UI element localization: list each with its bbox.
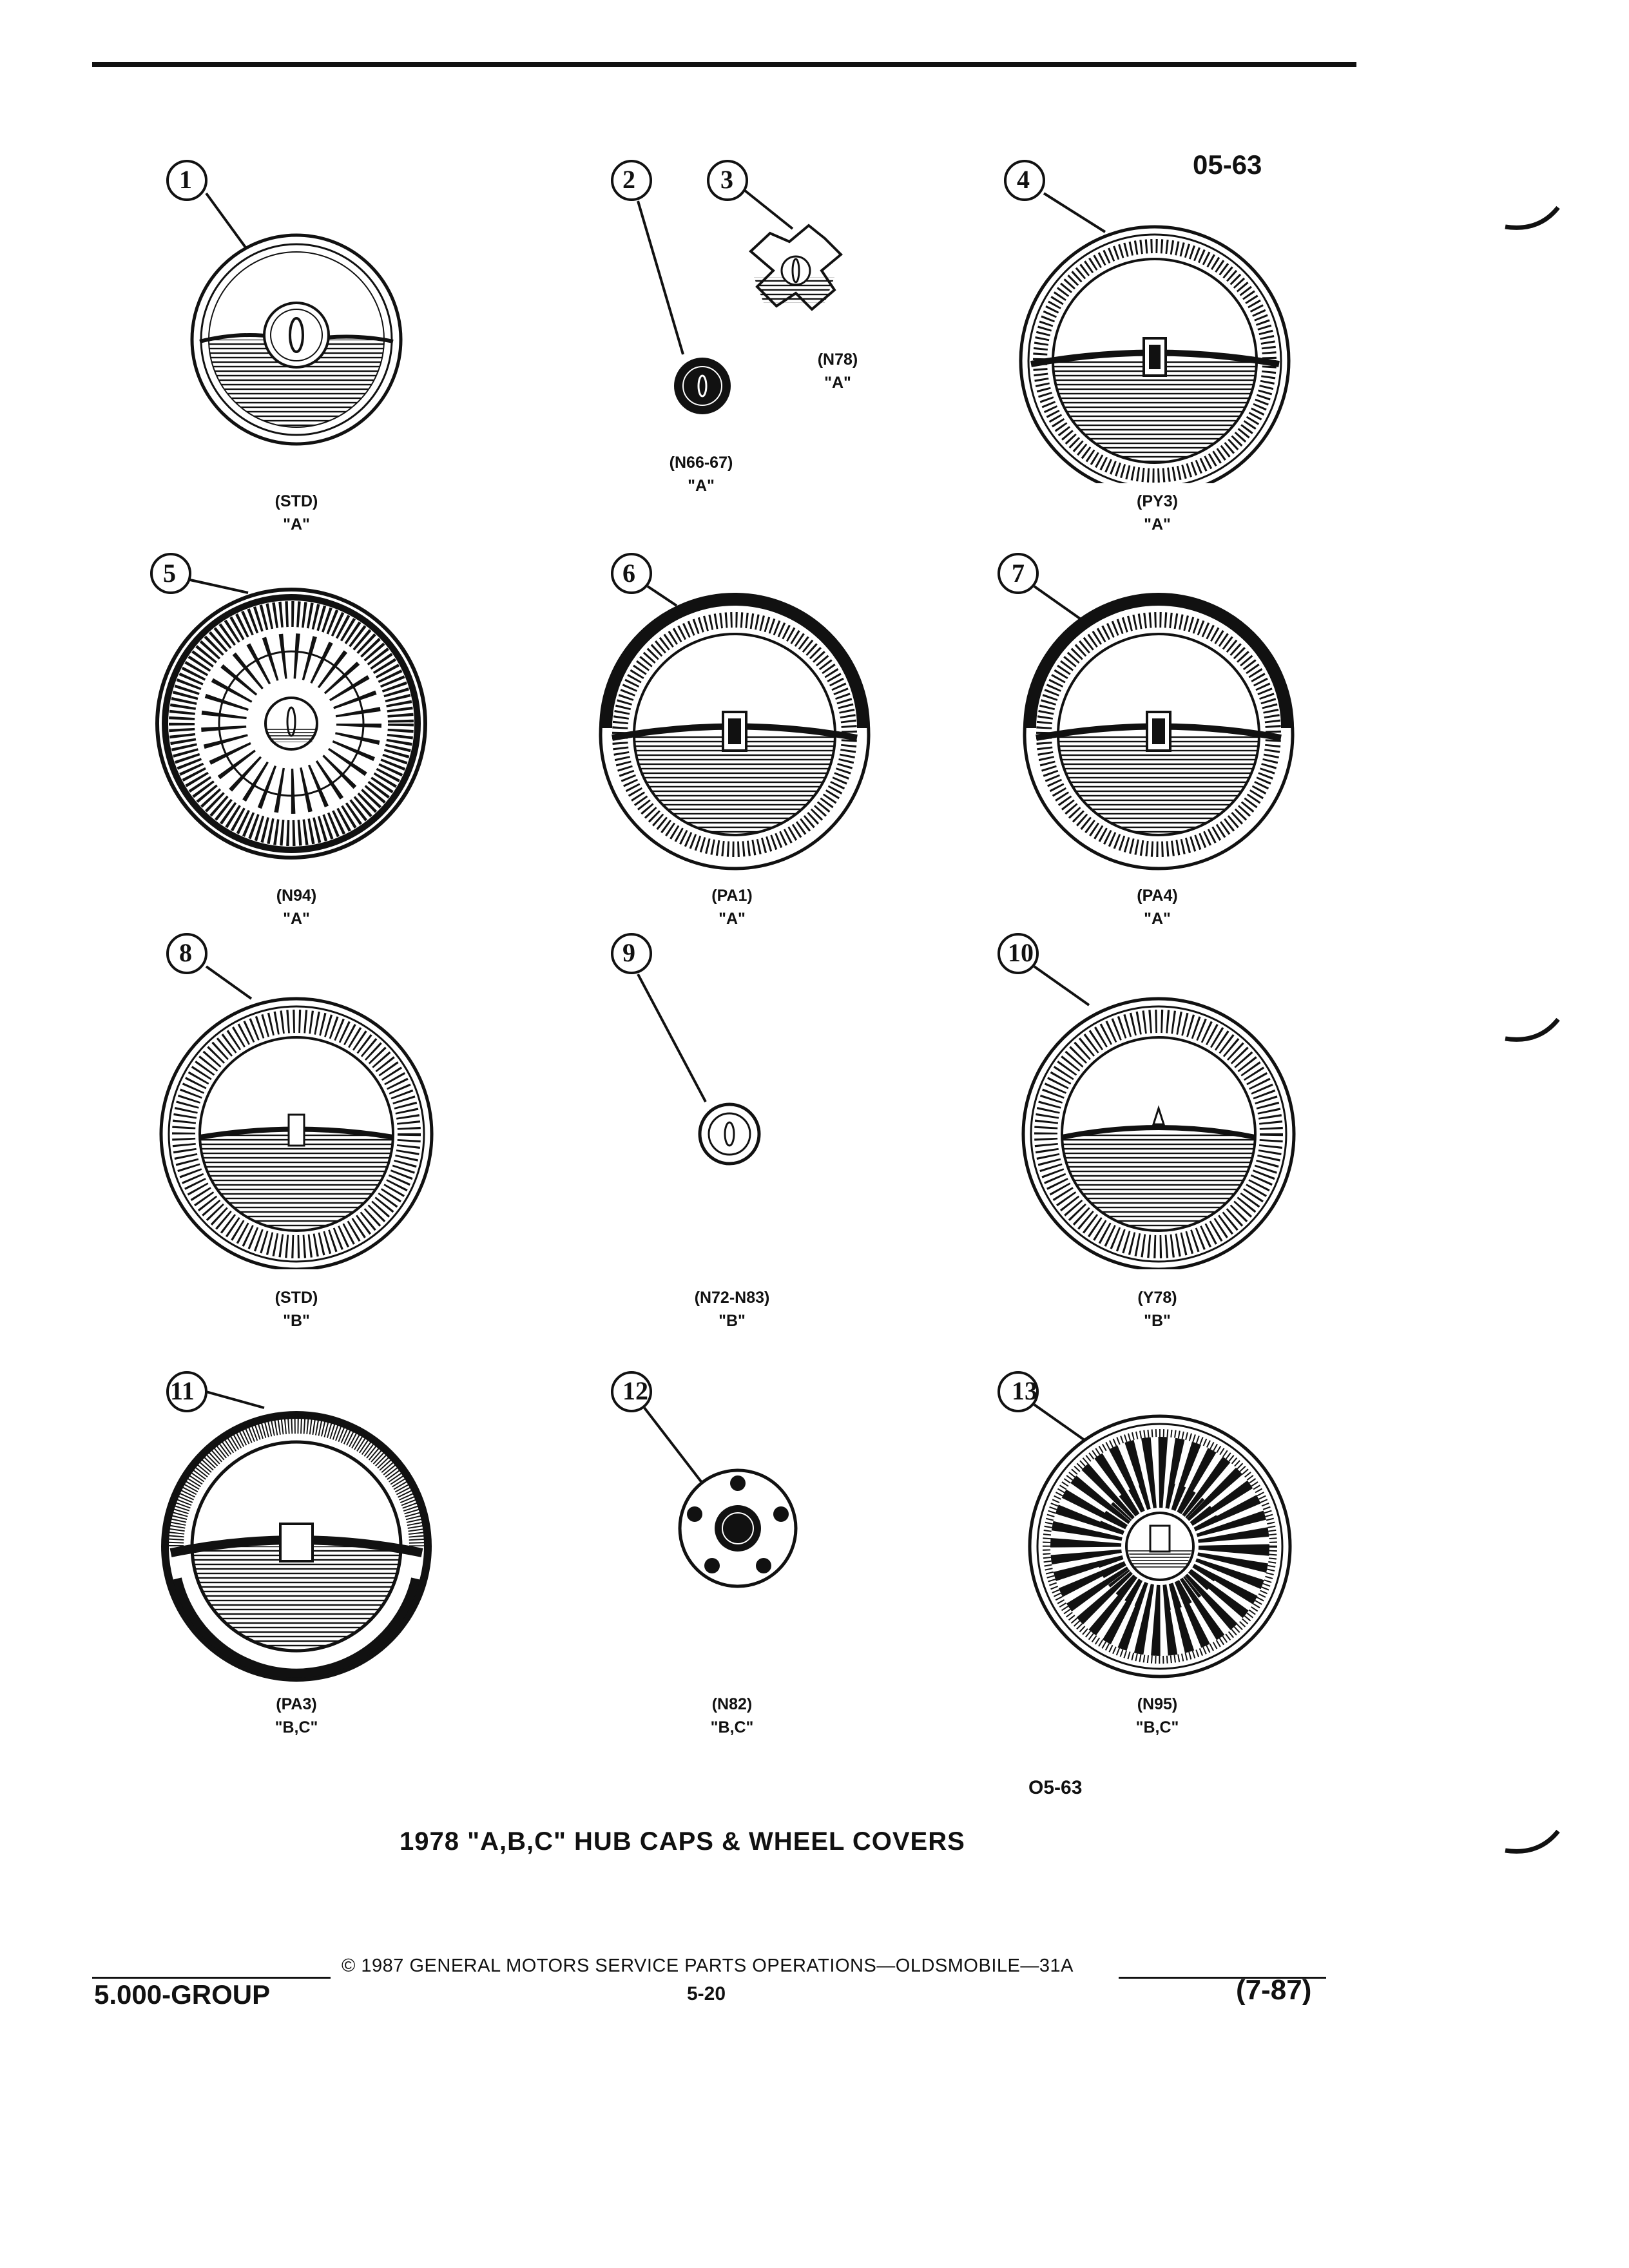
item-1-option: (STD) — [275, 492, 318, 510]
item-11-series: "B,C" — [275, 1718, 318, 1736]
wheel-cover-8-drawing — [155, 921, 451, 1269]
item-10-option: (Y78) — [1137, 1289, 1177, 1307]
item-1-label — [200, 490, 393, 536]
item-2-label — [604, 451, 798, 497]
callout-5: 5 — [163, 559, 176, 588]
callout-10: 10 — [1008, 938, 1034, 967]
item-2-option: (N66-67) — [669, 454, 733, 472]
item-10-label — [1061, 1286, 1254, 1332]
callout-1: 1 — [179, 165, 192, 194]
binder-hole-mark-2 — [1500, 1005, 1565, 1057]
binder-hole-mark-3 — [1500, 1817, 1565, 1869]
item-5-option: (N94) — [276, 887, 317, 905]
item-7-option: (PA4) — [1137, 887, 1178, 905]
item-11-label — [200, 1693, 393, 1739]
callout-4: 4 — [1017, 165, 1030, 194]
page-title: 1978 "A,B,C" HUB CAPS & WHEEL COVERS — [400, 1827, 965, 1856]
revision-date: (7-87) — [1236, 1974, 1312, 2006]
hub-cap-1-drawing — [155, 148, 425, 457]
group-number: 5.000-GROUP — [94, 1979, 271, 2010]
item-8-series: "B" — [283, 1312, 310, 1330]
item-10-series: "B" — [1144, 1312, 1171, 1330]
item-6-series: "A" — [718, 910, 746, 928]
item-12-series: "B,C" — [710, 1718, 754, 1736]
callout-2: 2 — [622, 165, 635, 194]
item-4-option: (PY3) — [1137, 492, 1178, 510]
wheel-cover-4-drawing — [992, 148, 1302, 483]
item-13-option: (N95) — [1137, 1695, 1178, 1713]
item-7-series: "A" — [1144, 910, 1171, 928]
item-9-series: "B" — [718, 1312, 746, 1330]
callout-6: 6 — [622, 559, 635, 588]
item-4-series: "A" — [1144, 515, 1171, 533]
callout-11: 11 — [170, 1376, 195, 1405]
binder-hole-mark-1 — [1500, 193, 1565, 245]
copyright-text: © 1987 GENERAL MOTORS SERVICE PARTS OPERATIONS—OLDSMOBILE—31A — [342, 1956, 1074, 1976]
item-4-label — [1061, 490, 1254, 536]
callout-3: 3 — [720, 165, 733, 194]
item-2-series: "A" — [688, 477, 715, 495]
hub-cap-9-drawing — [593, 921, 786, 1179]
item-13-label — [1061, 1693, 1254, 1739]
callout-7: 7 — [1012, 559, 1025, 588]
item-8-label — [200, 1286, 393, 1332]
item-1-series: "A" — [283, 515, 310, 533]
wheel-cover-6-drawing — [580, 541, 883, 883]
item-9-option: (N72-N83) — [694, 1289, 770, 1307]
footer-rule-left — [92, 1977, 331, 1979]
page-number: 5-20 — [687, 1983, 726, 2004]
page-reference: 05-63 — [1193, 149, 1262, 180]
item-13-series: "B,C" — [1135, 1718, 1179, 1736]
item-3-label — [741, 348, 934, 394]
item-12-option: (N82) — [711, 1695, 753, 1713]
item-3-series: "A" — [824, 374, 851, 392]
callout-13: 13 — [1012, 1376, 1037, 1405]
item-5-series: "A" — [283, 910, 310, 928]
item-9-label — [635, 1286, 829, 1332]
top-rule — [92, 62, 1356, 67]
wheel-cover-5-drawing — [139, 541, 441, 876]
item-6-option: (PA1) — [711, 887, 753, 905]
item-11-option: (PA3) — [276, 1695, 317, 1713]
figure-code: O5-63 — [1028, 1777, 1083, 1798]
callout-12: 12 — [622, 1376, 648, 1405]
item-3-option: (N78) — [817, 351, 858, 369]
wheel-cover-11-drawing — [151, 1360, 448, 1695]
wire-wheel-cover-13-drawing — [992, 1360, 1308, 1695]
callout-9: 9 — [622, 938, 635, 967]
wheel-cover-10-drawing — [992, 921, 1308, 1269]
callout-8: 8 — [179, 938, 192, 967]
item-12-label — [635, 1693, 829, 1739]
item-8-option: (STD) — [275, 1289, 318, 1307]
wheel-cover-7-drawing — [992, 541, 1308, 883]
